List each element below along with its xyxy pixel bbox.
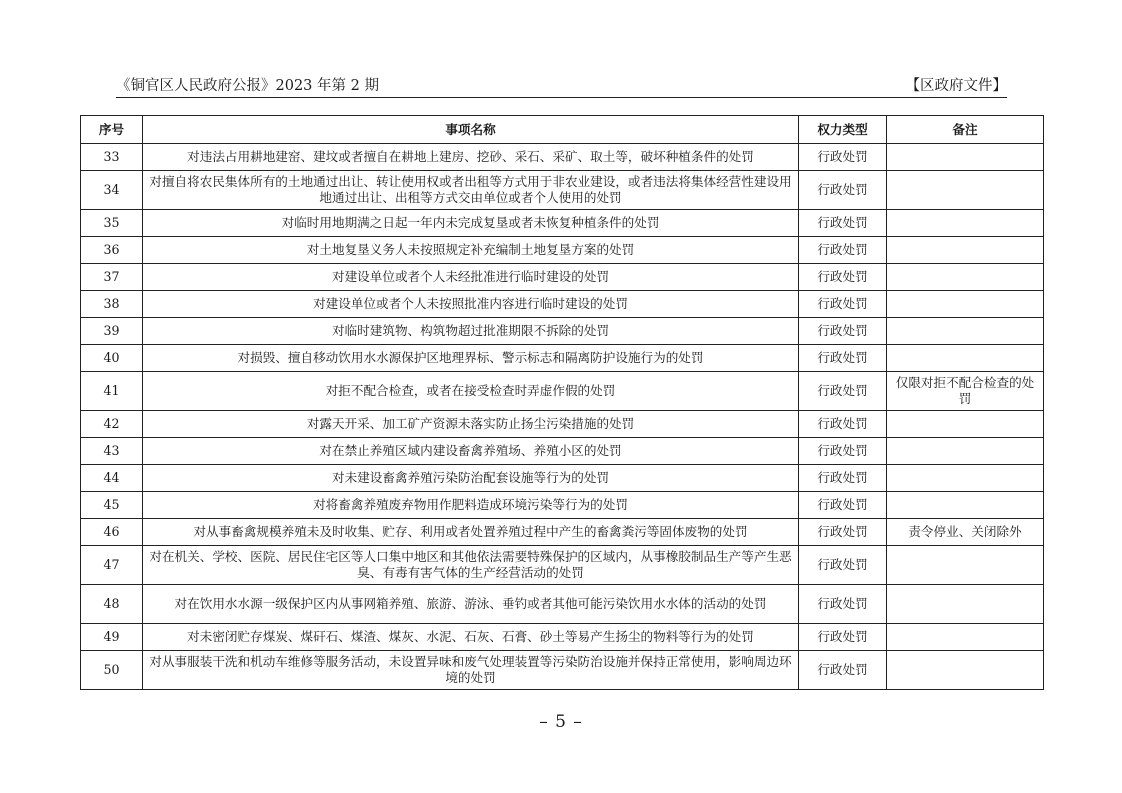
cell-number: 49 xyxy=(81,624,143,651)
cell-power-type: 行政处罚 xyxy=(799,651,887,690)
col-header-item-name: 事项名称 xyxy=(143,116,799,144)
cell-number: 43 xyxy=(81,438,143,465)
cell-power-type: 行政处罚 xyxy=(799,438,887,465)
table-row xyxy=(81,318,1044,345)
cell-power-type: 行政处罚 xyxy=(799,585,887,624)
cell-item-name: 对在饮用水水源一级保护区内从事网箱养殖、旅游、游泳、垂钓或者其他可能污染饮用水水体的活动的处罚 xyxy=(143,585,799,624)
table-row xyxy=(81,237,1044,264)
table-row xyxy=(81,546,1044,585)
cell-note xyxy=(887,546,1044,585)
cell-note xyxy=(887,291,1044,318)
table-row xyxy=(81,624,1044,651)
cell-power-type: 行政处罚 xyxy=(799,519,887,546)
cell-note xyxy=(887,465,1044,492)
cell-number: 40 xyxy=(81,345,143,372)
cell-item-name: 对损毁、擅自移动饮用水水源保护区地理界标、警示标志和隔离防护设施行为的处罚 xyxy=(143,345,799,372)
cell-note xyxy=(887,411,1044,438)
cell-power-type: 行政处罚 xyxy=(799,291,887,318)
cell-item-name: 对拒不配合检查，或者在接受检查时弄虚作假的处罚 xyxy=(143,372,799,411)
table-row xyxy=(81,585,1044,624)
cell-power-type: 行政处罚 xyxy=(799,264,887,291)
table-row xyxy=(81,651,1044,690)
cell-number: 36 xyxy=(81,237,143,264)
cell-item-name: 对未密闭贮存煤炭、煤矸石、煤渣、煤灰、水泥、石灰、石膏、砂土等易产生扬尘的物料等行为的处罚 xyxy=(143,624,799,651)
table-row xyxy=(81,171,1044,210)
table-row xyxy=(81,438,1044,465)
cell-number: 38 xyxy=(81,291,143,318)
table-header-row xyxy=(81,116,1044,144)
cell-power-type: 行政处罚 xyxy=(799,237,887,264)
cell-power-type: 行政处罚 xyxy=(799,492,887,519)
table-row xyxy=(81,492,1044,519)
cell-note xyxy=(887,345,1044,372)
table-row xyxy=(81,291,1044,318)
cell-power-type: 行政处罚 xyxy=(799,171,887,210)
cell-note xyxy=(887,210,1044,237)
cell-number: 41 xyxy=(81,372,143,411)
cell-number: 42 xyxy=(81,411,143,438)
cell-item-name: 对从事服装干洗和机动车维修等服务活动，未设置异味和废气处理装置等污染防治设施并保持正常使用，影响周边环境的处罚 xyxy=(143,651,799,690)
col-header-number: 序号 xyxy=(81,116,143,144)
cell-item-name: 对从事畜禽规模养殖未及时收集、贮存、利用或者处置养殖过程中产生的畜禽粪污等固体废物的处罚 xyxy=(143,519,799,546)
cell-note: 责令停业、关闭除外 xyxy=(887,519,1044,546)
cell-number: 50 xyxy=(81,651,143,690)
table-row xyxy=(81,372,1044,411)
cell-note xyxy=(887,624,1044,651)
col-header-note: 备注 xyxy=(887,116,1044,144)
cell-item-name: 对临时建筑物、构筑物超过批准期限不拆除的处罚 xyxy=(143,318,799,345)
cell-note xyxy=(887,585,1044,624)
page-number: – 5 – xyxy=(539,712,583,732)
cell-power-type: 行政处罚 xyxy=(799,411,887,438)
cell-power-type: 行政处罚 xyxy=(799,546,887,585)
table-row xyxy=(81,465,1044,492)
cell-number: 44 xyxy=(81,465,143,492)
cell-note xyxy=(887,438,1044,465)
cell-number: 35 xyxy=(81,210,143,237)
cell-number: 33 xyxy=(81,144,143,171)
header-section-label: 【区政府文件】 xyxy=(905,78,1007,94)
header-publication-title: 《铜官区人民政府公报》2023 年第 2 期 xyxy=(116,78,379,94)
page-header xyxy=(116,76,1007,98)
cell-item-name: 对擅自将农民集体所有的土地通过出让、转让使用权或者出租等方式用于非农业建设，或者违法将集体经营性建设用地通过出让、出租等方式交由单位或者个人使用的处罚 xyxy=(143,171,799,210)
cell-note xyxy=(887,237,1044,264)
cell-number: 47 xyxy=(81,546,143,585)
cell-note xyxy=(887,264,1044,291)
cell-power-type: 行政处罚 xyxy=(799,318,887,345)
cell-power-type: 行政处罚 xyxy=(799,144,887,171)
cell-power-type: 行政处罚 xyxy=(799,624,887,651)
table-row xyxy=(81,411,1044,438)
penalty-items-table xyxy=(80,115,1044,690)
cell-note: 仅限对拒不配合检查的处罚 xyxy=(887,372,1044,411)
cell-power-type: 行政处罚 xyxy=(799,372,887,411)
cell-number: 39 xyxy=(81,318,143,345)
cell-number: 45 xyxy=(81,492,143,519)
cell-power-type: 行政处罚 xyxy=(799,345,887,372)
cell-note xyxy=(887,492,1044,519)
cell-power-type: 行政处罚 xyxy=(799,210,887,237)
cell-note xyxy=(887,144,1044,171)
cell-number: 46 xyxy=(81,519,143,546)
table-row xyxy=(81,264,1044,291)
cell-number: 37 xyxy=(81,264,143,291)
cell-note xyxy=(887,651,1044,690)
table-row xyxy=(81,345,1044,372)
cell-item-name: 对在禁止养殖区域内建设畜禽养殖场、养殖小区的处罚 xyxy=(143,438,799,465)
cell-item-name: 对建设单位或者个人未按照批准内容进行临时建设的处罚 xyxy=(143,291,799,318)
table-row xyxy=(81,210,1044,237)
cell-note xyxy=(887,171,1044,210)
cell-item-name: 对违法占用耕地建窑、建坟或者擅自在耕地上建房、挖砂、采石、采矿、取土等，破坏种植条件的处罚 xyxy=(143,144,799,171)
col-header-power-type: 权力类型 xyxy=(799,116,887,144)
cell-item-name: 对将畜禽养殖废弃物用作肥料造成环境污染等行为的处罚 xyxy=(143,492,799,519)
cell-note xyxy=(887,318,1044,345)
table-row xyxy=(81,144,1044,171)
cell-number: 34 xyxy=(81,171,143,210)
cell-item-name: 对临时用地期满之日起一年内未完成复垦或者未恢复种植条件的处罚 xyxy=(143,210,799,237)
cell-number: 48 xyxy=(81,585,143,624)
table-row xyxy=(81,519,1044,546)
cell-item-name: 对建设单位或者个人未经批准进行临时建设的处罚 xyxy=(143,264,799,291)
cell-item-name: 对土地复垦义务人未按照规定补充编制土地复垦方案的处罚 xyxy=(143,237,799,264)
cell-item-name: 对未建设畜禽养殖污染防治配套设施等行为的处罚 xyxy=(143,465,799,492)
cell-power-type: 行政处罚 xyxy=(799,465,887,492)
cell-item-name: 对露天开采、加工矿产资源未落实防止扬尘污染措施的处罚 xyxy=(143,411,799,438)
cell-item-name: 对在机关、学校、医院、居民住宅区等人口集中地区和其他依法需要特殊保护的区域内，从事橡胶制品生产等产生恶臭、有毒有害气体的生产经营活动的处罚 xyxy=(143,546,799,585)
